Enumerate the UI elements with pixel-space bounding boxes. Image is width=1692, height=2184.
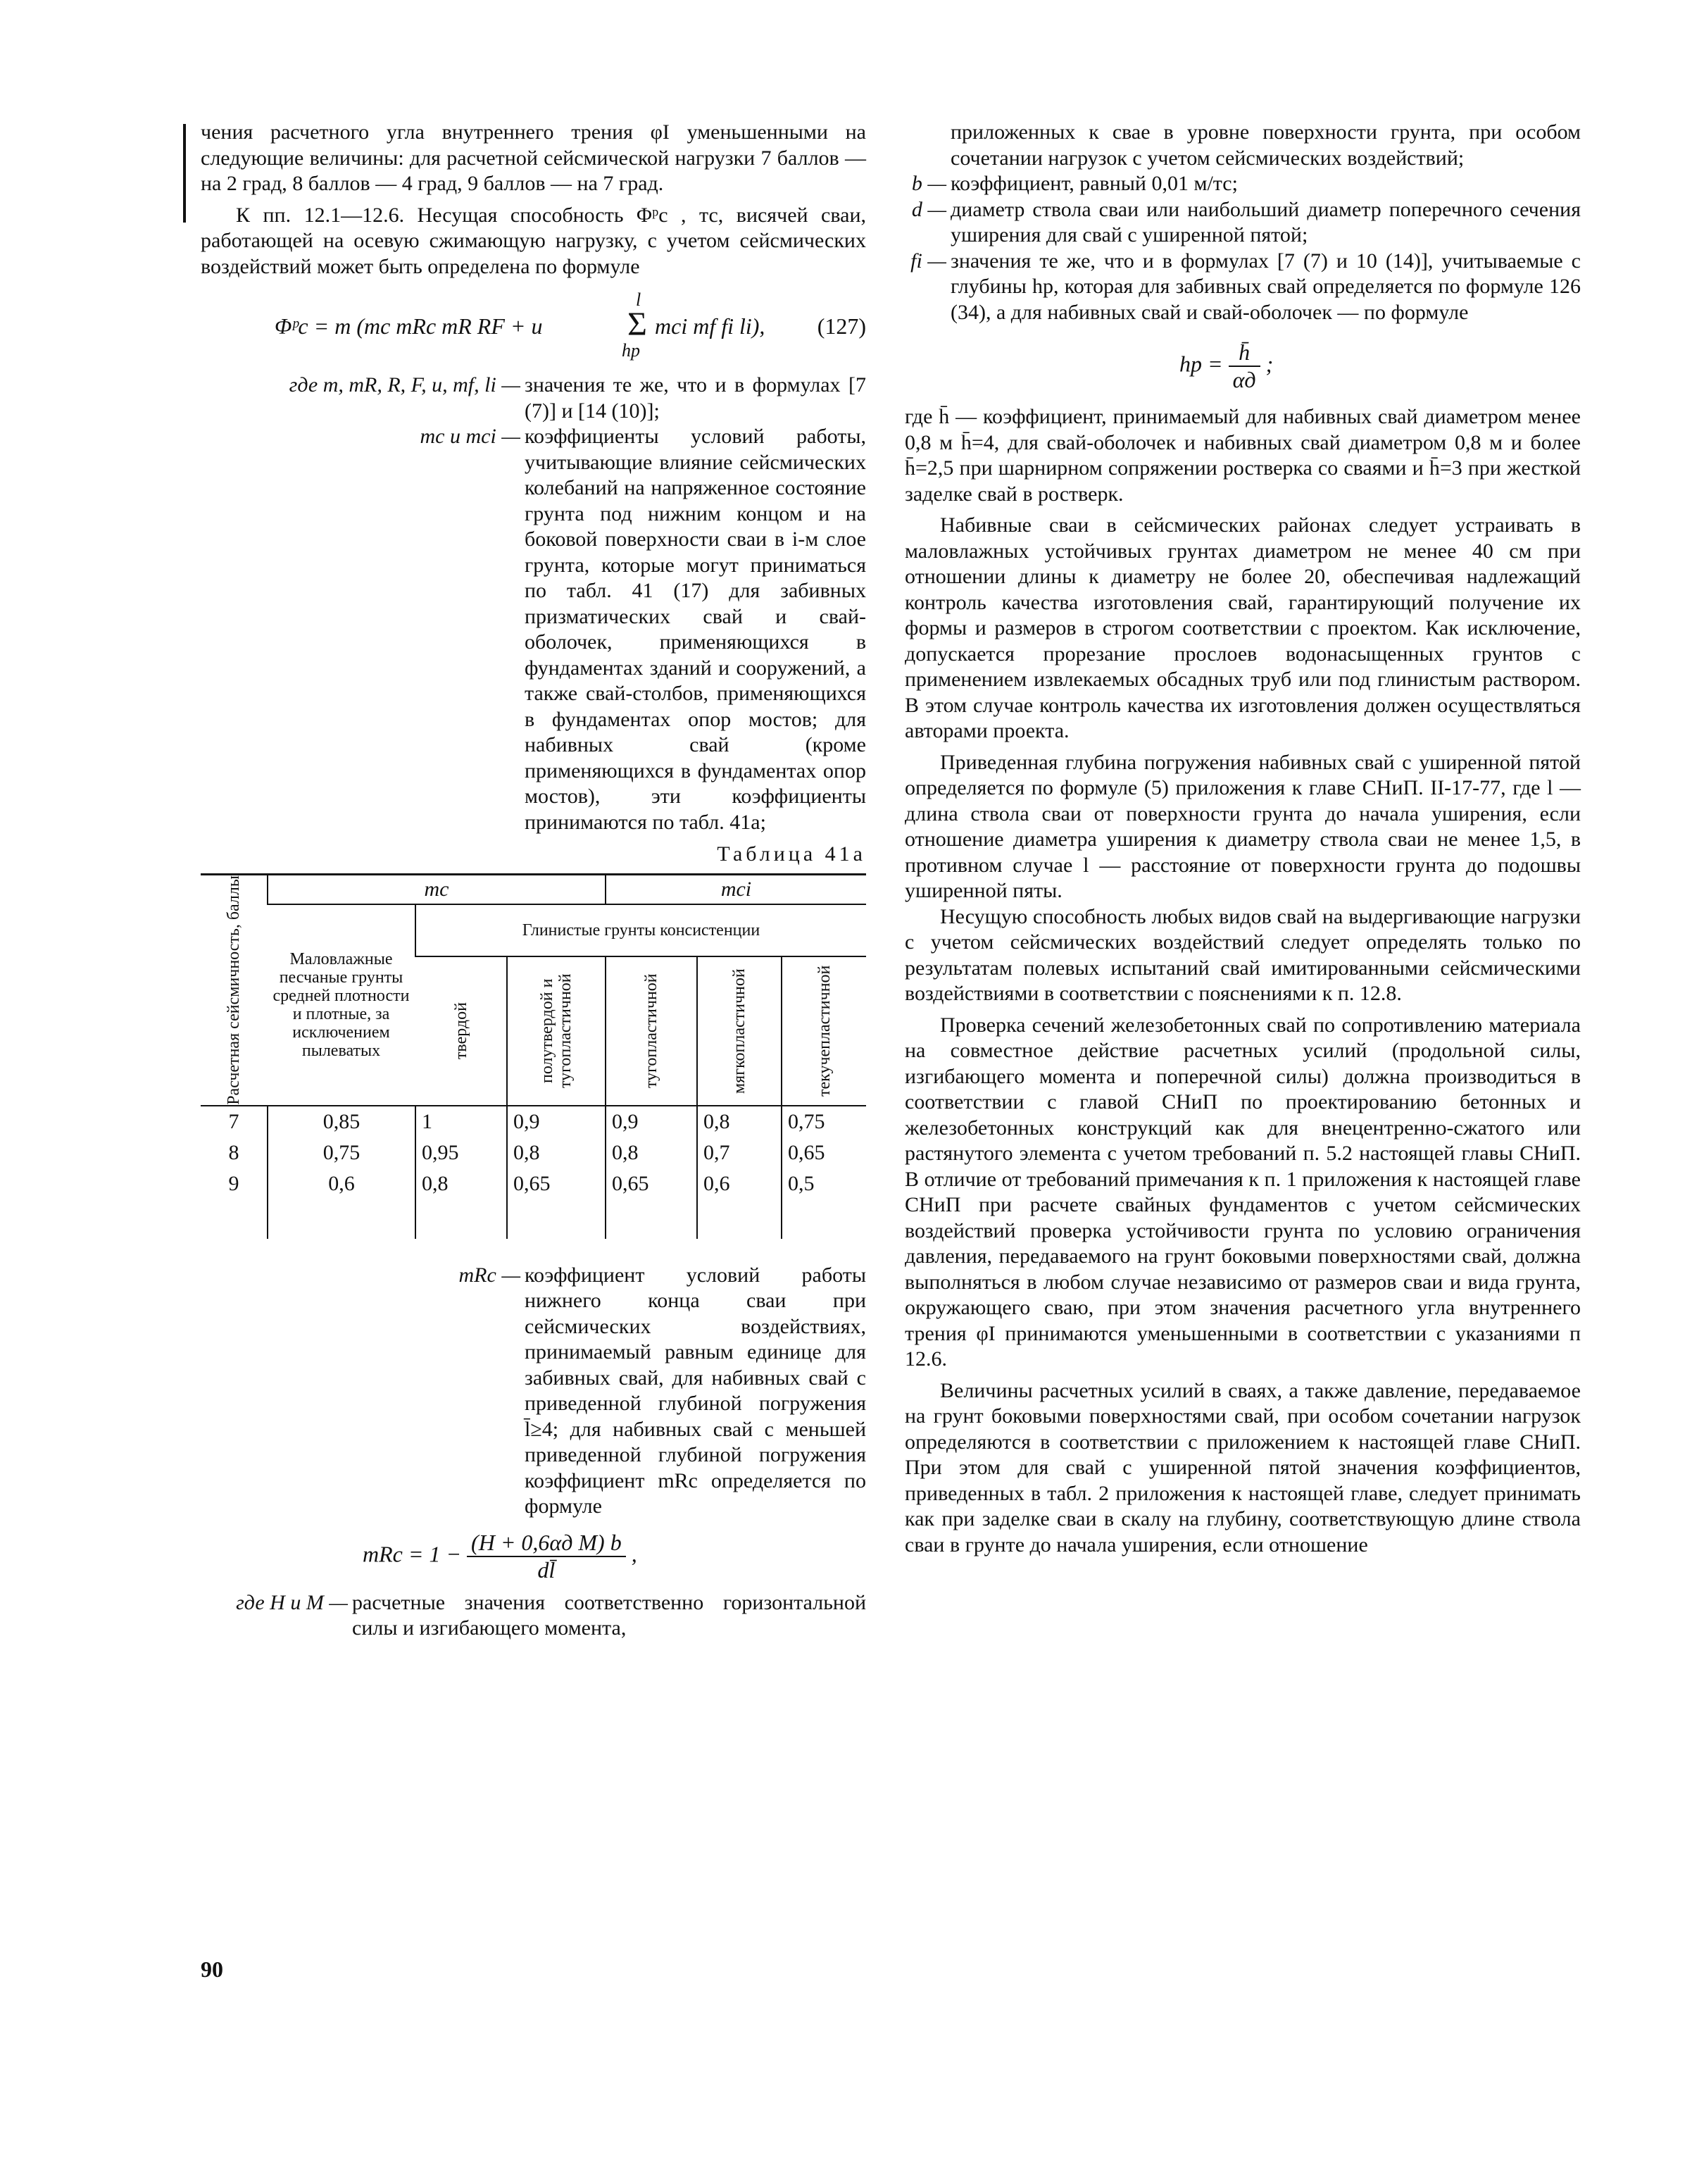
formula-hp	[1179, 339, 1581, 393]
table-row	[201, 1137, 866, 1168]
fraction-denominator: αд	[1232, 367, 1256, 392]
formula-127	[201, 289, 866, 367]
definition	[201, 373, 866, 424]
col-header-clay	[606, 956, 697, 1106]
table-cell: 0,8	[606, 1137, 697, 1168]
paragraph: Набивные сваи в сейсмических районах следует устраивать в маловлажных устойчивых грунтах диаметром не менее 40 см при отношении длины к диаметру не более 20, обеспечивая надлежащий контроль качества изготовления свай, гарантирующий получение их формы и размеров в строгом соответствии с проектом. Как исключение, допускается прорезание прослоев водонасыщенных грунтов с применением извлекаемых обсадных труб или под глинистым раствором. В этом случае контроль качества их изготовления должен осуществляться авторами проекта.	[905, 513, 1581, 742]
table-41a	[201, 873, 866, 1239]
table-caption: Таблица 41а	[717, 842, 866, 866]
fraction-numerator: (H + 0,6αд M) b	[467, 1530, 626, 1557]
col-header-scale-text: Расчетная сейсмичность, баллы	[225, 875, 243, 1105]
table-cell: 0,9	[606, 1106, 697, 1137]
formula-tail: ;	[1265, 351, 1274, 377]
definition	[905, 197, 1581, 249]
definition-text: значения те же, что и в формулах [7 (7)] и [14 (10)];	[525, 373, 866, 423]
definition-text: значения те же, что и в формулах [7 (7) и 10 (14)], учитываемые с глубины hp, которая для забивных свай определяется по формуле 126 (34), а для набивных свай и свай-оболочек — по формуле	[951, 249, 1581, 324]
paragraph: Величины расчетных усилий в сваях, а также давление, передаваемое на грунт боковыми поверхностями свай, при особом сочетании нагрузок определяются в соответствии с приложением к настоящей главе СНиП. При этом для свай с уширенной пятой значения коэффициентов, приведенных в табл. 2 приложения к настоящей главе, следует принимать как при заделке сваи в скалу на глубину, соответствующую длине ствола сваи в грунте до начала уширения, если отношение	[905, 1378, 1581, 1556]
table-cell: 0,75	[782, 1106, 866, 1137]
table-cell: 0,8	[697, 1106, 782, 1137]
definition-term: mc и mci —	[420, 425, 520, 448]
col-header-clay	[697, 956, 782, 1106]
col-header-clay	[782, 956, 866, 1106]
formula-number: (127)	[817, 313, 866, 339]
definition	[905, 249, 1581, 326]
definition-text: расчетные значения соответственно горизонтальной силы и изгибающего момента,	[352, 1590, 866, 1640]
table-cell: 0,85	[268, 1106, 415, 1137]
table-cell: 0,7	[697, 1137, 782, 1168]
definition	[201, 424, 866, 835]
definition	[905, 120, 1581, 171]
definition-text: коэффициент, равный 0,01 м/тс;	[951, 172, 1238, 195]
table-cell: 0,8	[507, 1137, 606, 1168]
definition	[201, 1263, 866, 1520]
formula-rest: mci mf fi li),	[655, 313, 765, 339]
paragraph: чения расчетного угла внутреннего трения φI уменьшенными на следующие величины: для расчетной сейсмической нагрузки 7 баллов — на 2 град, 8 баллов — 4 град, 9 баллов — на 7 град.	[201, 120, 866, 195]
definition-text: приложенных к свае в уровне поверхности грунта, при особом сочетании нагрузок с учетом сейсмических воздействий;	[951, 120, 1581, 170]
fraction	[467, 1530, 626, 1583]
definition-text: коэффициент условий работы нижнего конца сваи при сейсмических воздействиях, принимаемый равным единице для забивных свай, для набивных свай с приведенной глубиной погружения l̄≥4; для набивных свай с меньшей приведенной глубиной погружения коэффициент mRc определяется по формуле	[525, 1263, 866, 1518]
col-header-clay-text: твердой	[451, 1002, 470, 1060]
group-header-mc: mc	[268, 875, 606, 905]
col-header-clay-text: полутвердой и тугопластичной	[538, 973, 575, 1089]
clay-header: Глинистые грунты консистенции	[415, 904, 866, 956]
definition-text: диаметр ствола сваи или наибольший диаметр поперечного сечения уширения для свай с уширенной пятой;	[951, 197, 1581, 247]
formula-lhs: Φᵖc = m (mc mRc mR RF + u	[275, 313, 543, 339]
formula-mRc	[363, 1530, 866, 1583]
paragraph: где h̄ — коэффициент, принимаемый для набивных свай диаметром менее 0,8 м h̄=4, для свай-оболочек и набивных свай диаметром 0,8 м и более h̄=2,5 при шарнирном сопряжении ростверка со сваями и h̄=3 при жесткой заделке свай в ростверк.	[905, 405, 1581, 506]
table-cell: 0,5	[782, 1168, 866, 1239]
definition-term: fi —	[910, 249, 946, 273]
paragraph: Приведенная глубина погружения набивных свай с уширенной пятой определяется по формуле (5) приложения к главе СНиП. II-17-77, где l — длина ствола сваи от поверхности грунта до начала уширения, если отношение диаметра уширения к диаметру ствола сваи не менее 1,5, в противном случае l — расстояние от поверхности грунта до подошвы уширенной пяты.	[905, 750, 1581, 902]
paragraph: Несущую способность любых видов свай на выдергивающие нагрузки с учетом сейсмических воздействий следует определять только по результатам полевых испытаний свай имитированными сейсмическими воздействиями в соответствии с пояснениями к п. 12.8.	[905, 904, 1581, 1005]
definition-term: mRc —	[458, 1263, 520, 1287]
definition-text: коэффициенты условий работы, учитывающие влияние сейсмических колебаний на напряженное состояние грунта под нижним концом и на боковой поверхности сваи в i-м слое грунта, которые могут приниматься по табл. 41 (17) для забивных призматических свай и свай-оболочек, применяющихся в фундаментах зданий и сооружений, а также свай-столбов, применяющихся в фундаментах опор мостов; для набивных свай (кроме применяющихся в фундаментах опор мостов), эти коэффициенты принимаются по табл. 41а;	[525, 425, 866, 834]
col-header-sandy: Маловлажные песчаные грунты средней плотности и плотные, за исключением пылеватых	[268, 904, 415, 1106]
col-header-clay-text: тугопластичной	[642, 973, 660, 1089]
table-cell: 0,9	[507, 1106, 606, 1137]
table-cell: 0,65	[782, 1137, 866, 1168]
table-cell: 9	[228, 1171, 239, 1195]
definition-term: где H и M —	[236, 1590, 348, 1614]
col-header-clay-text: текучепластичной	[815, 965, 834, 1097]
left-column	[201, 120, 866, 1642]
definition	[201, 1590, 866, 1642]
table-cell: 0,65	[507, 1168, 606, 1239]
sum-sign: Σ	[627, 306, 647, 343]
table-cell: 1	[415, 1106, 507, 1137]
definition-term: b —	[911, 172, 946, 195]
table-row	[201, 1168, 866, 1239]
col-header-clay	[507, 956, 606, 1106]
definition-term: d —	[911, 197, 946, 221]
sum-lower: hp	[622, 340, 640, 361]
sum-upper: l	[636, 289, 641, 310]
table-cell: 0,6	[268, 1168, 415, 1239]
right-column	[905, 120, 1581, 1558]
table-cell: 8	[228, 1140, 239, 1164]
definition	[905, 171, 1581, 197]
table-cell: 7	[228, 1109, 239, 1133]
table-cell: 0,95	[415, 1137, 507, 1168]
formula-lhs: hp =	[1179, 351, 1223, 377]
table-cell: 0,65	[606, 1168, 697, 1239]
definition-term: где m, mR, R, F, u, mf, li —	[289, 373, 520, 397]
col-header-clay-text: мягкопластичной	[730, 968, 748, 1094]
formula-tail: ,	[631, 1541, 637, 1567]
table-cell: 0,75	[268, 1137, 415, 1168]
fraction-denominator: dl̄	[537, 1556, 556, 1583]
fraction	[1229, 339, 1260, 393]
margin-bar	[183, 124, 186, 223]
formula-lhs: mRc = 1 −	[363, 1541, 462, 1567]
page-number: 90	[201, 1957, 223, 1982]
paragraph: Проверка сечений железобетонных свай по сопротивлению материала на совместное действие расчетных усилий (продольной силы, изгибающего момента и поперечной силы) должна производиться в соответствии с главой СНиП по проектированию бетонных и железобетонных конструкций как для внецентренно-сжатого или растянутого элемента с учетом требований п. 5.2 настоящей главы СНиП. В отличие от требований примечания к п. 1 приложения к настоящей главе СНиП при расчете свайных фундаментов с учетом сейсмических воздействий проверка устойчивости грунта по условию ограничения давления, передаваемого на грунт боковыми поверхностями свай, должна выполняться в любом случае независимо от размеров сваи и вида грунта, окружающего сваю, при этом значения расчетного угла внутреннего трения φI принимаются уменьшенными в соответствии с указаниями п 12.6.	[905, 1013, 1581, 1371]
table-cell: 0,6	[697, 1168, 782, 1239]
paragraph: К пп. 12.1—12.6. Несущая способность Φᵖc , тс, висячей сваи, работающей на осевую сжимающую нагрузку, с учетом сейсмических воздействий может быть определена по формуле	[201, 203, 866, 278]
table-row	[201, 1106, 866, 1137]
fraction-numerator: h̄	[1229, 339, 1260, 367]
col-header-scale	[201, 875, 268, 1106]
group-header-mci: mci	[606, 875, 866, 905]
table-cell: 0,8	[415, 1168, 507, 1239]
col-header-clay	[415, 956, 507, 1106]
